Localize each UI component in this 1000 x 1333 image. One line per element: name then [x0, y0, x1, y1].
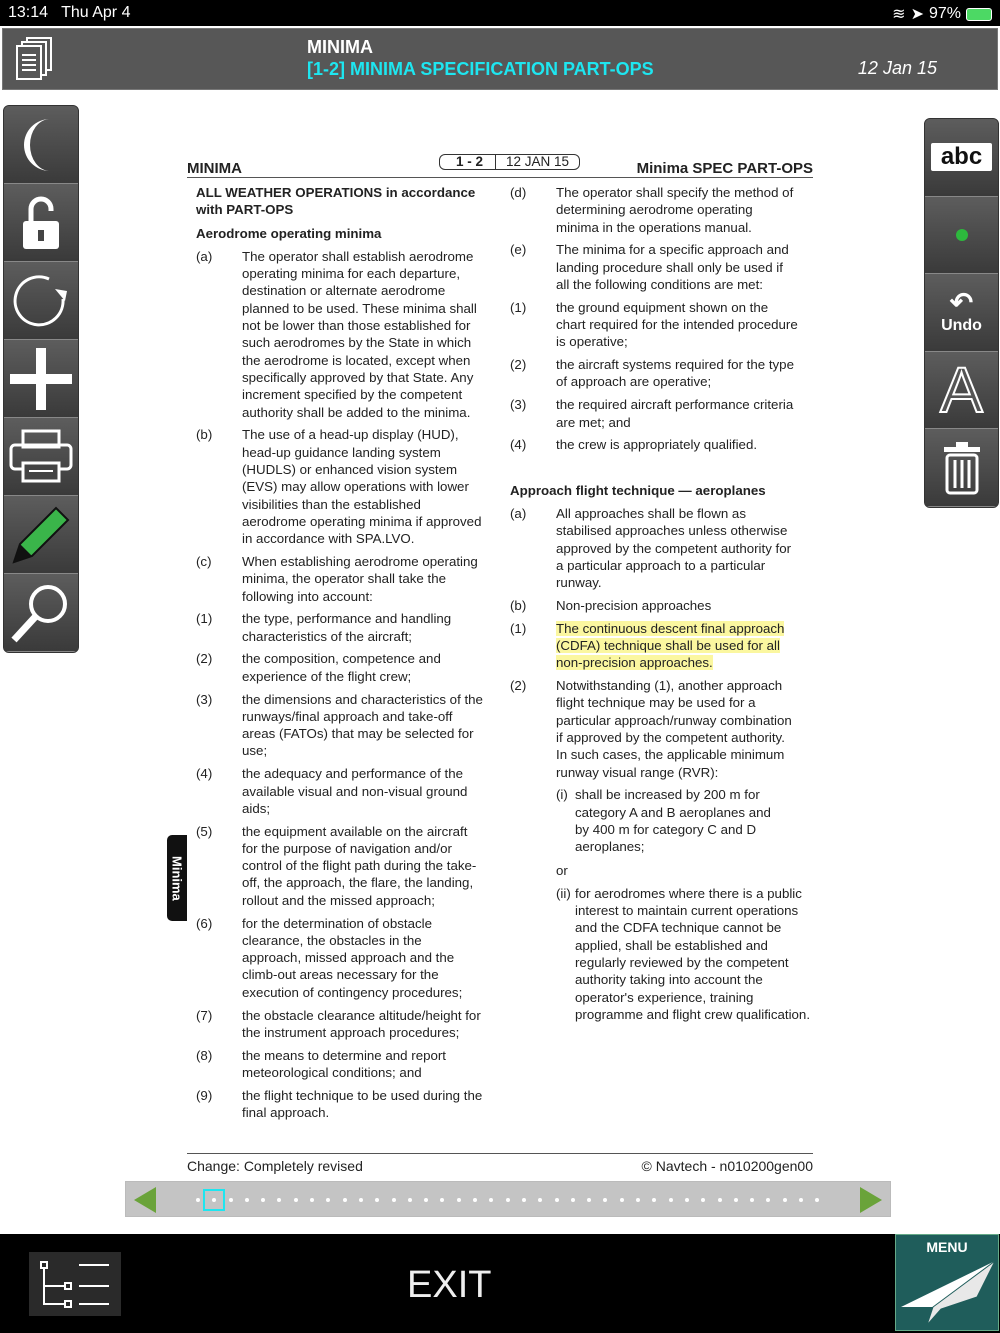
night-mode-button[interactable]	[4, 106, 78, 184]
page-dot[interactable]	[457, 1198, 461, 1202]
page-header-left: MINIMA	[187, 160, 242, 177]
page-dot[interactable]	[685, 1198, 689, 1202]
item-label: (7)	[196, 1007, 213, 1023]
page-dot[interactable]	[440, 1198, 444, 1202]
refresh-icon	[9, 269, 73, 333]
list-item	[196, 610, 492, 645]
item-text: the crew is appropriately qualified.	[556, 437, 758, 453]
list-item	[196, 823, 492, 909]
list-item	[196, 691, 492, 760]
side-tab-minima[interactable]: Minima	[167, 835, 187, 921]
list-item	[510, 356, 813, 391]
page-dot[interactable]	[473, 1198, 477, 1202]
plus-icon	[8, 346, 74, 412]
or-text: or	[556, 862, 568, 878]
left-toolbar	[3, 105, 79, 653]
item-label: (2)	[196, 651, 213, 667]
subsection-heading: Approach flight technique — aeroplanes	[510, 482, 766, 498]
status-indicator[interactable]	[925, 197, 998, 275]
item-text: When establishing aerodrome operating minima, the operator shall take the following into account:	[242, 553, 478, 604]
page-number-box	[439, 154, 580, 170]
page-dot[interactable]	[424, 1198, 428, 1202]
item-label: (b)	[196, 427, 213, 443]
page-dot[interactable]	[538, 1198, 542, 1202]
page-dot[interactable]	[587, 1198, 591, 1202]
list-item	[196, 650, 492, 685]
page-dot[interactable]	[212, 1198, 216, 1202]
page-dot[interactable]	[669, 1198, 673, 1202]
next-page-arrow-icon[interactable]	[860, 1187, 882, 1213]
annotate-button[interactable]	[4, 496, 78, 574]
lock-button[interactable]	[4, 184, 78, 262]
wifi-icon: ≋	[892, 6, 906, 23]
list-item	[196, 248, 492, 421]
right-toolbar	[924, 118, 999, 508]
item-label: (8)	[196, 1047, 213, 1063]
item-label: (d)	[510, 185, 527, 200]
page-dot[interactable]	[750, 1198, 754, 1202]
item-label: (5)	[196, 823, 213, 839]
abc-label: abc	[931, 143, 992, 171]
list-item	[196, 765, 492, 817]
item-text: the composition, competence and experience of the flight crew;	[242, 651, 441, 684]
menu-label: MENU	[926, 1239, 968, 1255]
add-button[interactable]	[4, 340, 78, 418]
page-dot[interactable]	[245, 1198, 249, 1202]
list-item: (2) Notwithstanding (1), another approach flight technique may be used for a particular approach/runway combination if approved by the competent authority. In such cases, the applicable minimum runway visual range (RVR):	[510, 678, 792, 780]
item-label: (4)	[196, 766, 213, 782]
table-of-contents-button[interactable]	[29, 1252, 121, 1316]
unlock-icon	[19, 193, 63, 253]
list-item: (i) shall be increased by 200 m for category A and B aeroplanes and by 400 m for category C and D aeroplanes;	[556, 787, 771, 855]
page-dot[interactable]	[571, 1198, 575, 1202]
pencil-icon	[8, 502, 74, 568]
text-tool-button[interactable]	[925, 119, 998, 197]
item-text: The operator shall specify the method of determining aerodrome operating minima in the operations manual.	[556, 185, 794, 235]
item-text: the type, performance and handling characteristics of the aircraft;	[242, 611, 452, 644]
battery-icon	[966, 8, 992, 21]
change-note: Change: Completely revised	[187, 1158, 363, 1174]
rotate-button[interactable]	[4, 262, 78, 340]
item-text: the obstacle clearance altitude/height for the instrument approach procedures;	[242, 1007, 481, 1040]
list-item	[196, 1007, 492, 1042]
exit-button[interactable]: EXIT	[407, 1264, 492, 1306]
list-item	[196, 1047, 492, 1082]
previous-page-arrow-icon[interactable]	[134, 1187, 156, 1213]
page-dot[interactable]	[196, 1198, 200, 1202]
page-dot[interactable]	[261, 1198, 265, 1202]
list-item	[196, 915, 492, 1001]
list-item	[196, 1087, 492, 1122]
page-dot[interactable]	[766, 1198, 770, 1202]
clock: 13:14	[8, 4, 49, 21]
item-text: for the determination of obstacle clearance, the obstacles in the approach, missed approach and the climb-out areas necessary for the execution of contingency procedures;	[242, 915, 463, 1000]
item-text: The operator shall establish aerodrome operating minima for each departure, destination or alternate aerodrome planned to be used. These minima shall not be lower than those established for such aerodromes by the State in which the aerodrome is located, except when specifically approved by that State. Any increment specified by the competent authority shall be added to the minima.	[242, 248, 477, 420]
undo-button[interactable]	[925, 274, 998, 352]
item-label: (e)	[510, 242, 527, 258]
copyright: © Navtech - n010200gen00	[641, 1158, 813, 1174]
list-item: (b) Non-precision approaches	[510, 597, 712, 613]
item-text: the aircraft systems required for the type of approach are operative;	[556, 357, 794, 390]
item-label: (c)	[196, 553, 212, 569]
green-dot-icon	[956, 229, 968, 241]
search-icon	[8, 580, 74, 646]
search-button[interactable]	[4, 574, 78, 652]
page-dot[interactable]	[636, 1198, 640, 1202]
list-item	[510, 436, 813, 453]
item-text: the dimensions and characteristics of the runways/final approach and take-off areas (FATOs) that may be selected for use;	[242, 691, 483, 759]
trash-icon	[942, 441, 982, 495]
page-dot[interactable]	[652, 1198, 656, 1202]
list-item	[196, 553, 492, 605]
page-dot[interactable]	[408, 1198, 412, 1202]
print-button[interactable]	[4, 418, 78, 496]
page-dot[interactable]	[229, 1198, 233, 1202]
battery-percent: 97%	[928, 5, 961, 22]
header	[2, 28, 998, 90]
item-label: (1)	[196, 611, 213, 627]
item-label: (a)	[196, 248, 213, 264]
page-dot[interactable]	[799, 1198, 803, 1202]
item-label: (1)	[510, 299, 527, 315]
list-item	[196, 426, 492, 547]
item-text: The minima for a specific approach and landing procedure shall only be used if all the following conditions are met:	[556, 242, 789, 292]
undo-label: Undo	[941, 317, 982, 335]
list-item	[510, 396, 813, 431]
page-dot[interactable]	[620, 1198, 624, 1202]
page-dot[interactable]	[375, 1198, 379, 1202]
list-item: (1) The continuous descent final approach (CDFA) technique shall be used for all non-precision approaches.	[510, 620, 785, 671]
item-text: the ground equipment shown on the chart required for the intended procedure is operative;	[556, 299, 798, 350]
item-text: the equipment available on the aircraft for the purpose of navigation and/or control of the flight path during the take-off, the approach, the flare, the landing, rollout and the missed approach;	[242, 823, 477, 908]
page-dot[interactable]	[310, 1198, 314, 1202]
item-text: the required aircraft performance criteria are met; and	[556, 397, 794, 430]
moon-icon	[16, 115, 66, 175]
page-dot[interactable]	[522, 1198, 526, 1202]
list-item: (a) All approaches shall be flown as stabilised approaches unless otherwise approved by the competent authority for a particular approach to a particular runway.	[510, 505, 792, 591]
page-dot[interactable]	[603, 1198, 607, 1202]
page-header	[187, 150, 813, 178]
undo-icon: ↶	[949, 287, 974, 319]
date: Thu Apr 4	[61, 4, 131, 21]
right-column	[510, 184, 813, 1029]
item-label: (6)	[196, 915, 213, 931]
page-number: 1 - 2	[440, 155, 496, 169]
item-text: the means to determine and report meteorological conditions; and	[242, 1047, 447, 1080]
page-dot[interactable]	[489, 1198, 493, 1202]
page-dot[interactable]	[815, 1198, 819, 1202]
page-navigator	[125, 1181, 891, 1217]
item-label: (3)	[196, 691, 213, 707]
item-text: the flight technique to be used during the final approach.	[242, 1087, 483, 1121]
list-item	[510, 299, 813, 351]
header-title: MINIMA	[307, 37, 373, 57]
item-label: (2)	[510, 357, 527, 373]
page-dot[interactable]	[555, 1198, 559, 1202]
font-icon: A	[940, 354, 983, 427]
left-column	[196, 184, 492, 1127]
page-dot[interactable]	[392, 1198, 396, 1202]
page-dot[interactable]	[718, 1198, 722, 1202]
page-footer	[187, 1153, 813, 1174]
page-dot[interactable]	[701, 1198, 705, 1202]
header-subtitle: [1-2] MINIMA SPECIFICATION PART-OPS	[307, 59, 654, 79]
tree-list-icon	[29, 1252, 121, 1316]
page-dot[interactable]	[359, 1198, 363, 1202]
highlighted-text[interactable]: The continuous descent final approach (CDFA) technique shall be used for all non-precision approaches.	[556, 620, 785, 671]
subsection-heading: Aerodrome operating minima	[196, 225, 382, 241]
printer-icon	[9, 429, 73, 485]
item-label: (3)	[510, 397, 527, 413]
item-label: (9)	[196, 1087, 213, 1103]
page-dot[interactable]	[783, 1198, 787, 1202]
list-item: (ii) for aerodromes where there is a public interest to maintain current operations and the CDFA technique cannot be applied, shall be established and regularly reviewed by the competent authority taking into account the operator's experience, training programme and flight crew qualification.	[556, 885, 811, 1022]
bottom-bar	[0, 1234, 1000, 1333]
page-dot[interactable]	[277, 1198, 281, 1202]
document-page	[187, 150, 813, 1121]
list-item	[510, 241, 813, 293]
header-date: 12 Jan 15	[857, 58, 937, 78]
item-label: (4)	[510, 437, 527, 453]
page-dot[interactable]	[326, 1198, 330, 1202]
page-dot[interactable]	[294, 1198, 298, 1202]
section-heading: ALL WEATHER OPERATIONS in accordance with PART-OPS	[196, 185, 476, 218]
menu-button[interactable]	[895, 1234, 999, 1331]
location-icon: ➤	[910, 6, 924, 23]
item-text: The use of a head-up display (HUD), head-up guidance landing system (HUDLS) or enhanced vision system (EVS) may allow operations with lower visibilities than the established aerodrome operating minima if approved in accordance with SPA.LVO.	[242, 427, 482, 547]
page-header-right: Minima SPEC PART-OPS	[636, 160, 813, 177]
paper-plane-icon	[897, 1255, 997, 1325]
font-button[interactable]	[925, 352, 998, 430]
page-dot[interactable]	[734, 1198, 738, 1202]
documents-icon[interactable]	[15, 37, 55, 81]
page-dots	[196, 1182, 832, 1218]
status-bar	[0, 0, 1000, 26]
delete-button[interactable]	[925, 429, 998, 507]
page-date: 12 JAN 15	[506, 154, 570, 169]
item-text: the adequacy and performance of the available visual and non-visual ground aids;	[242, 766, 468, 816]
list-item	[510, 184, 813, 236]
page-dot[interactable]	[506, 1198, 510, 1202]
page-dot[interactable]	[343, 1198, 347, 1202]
